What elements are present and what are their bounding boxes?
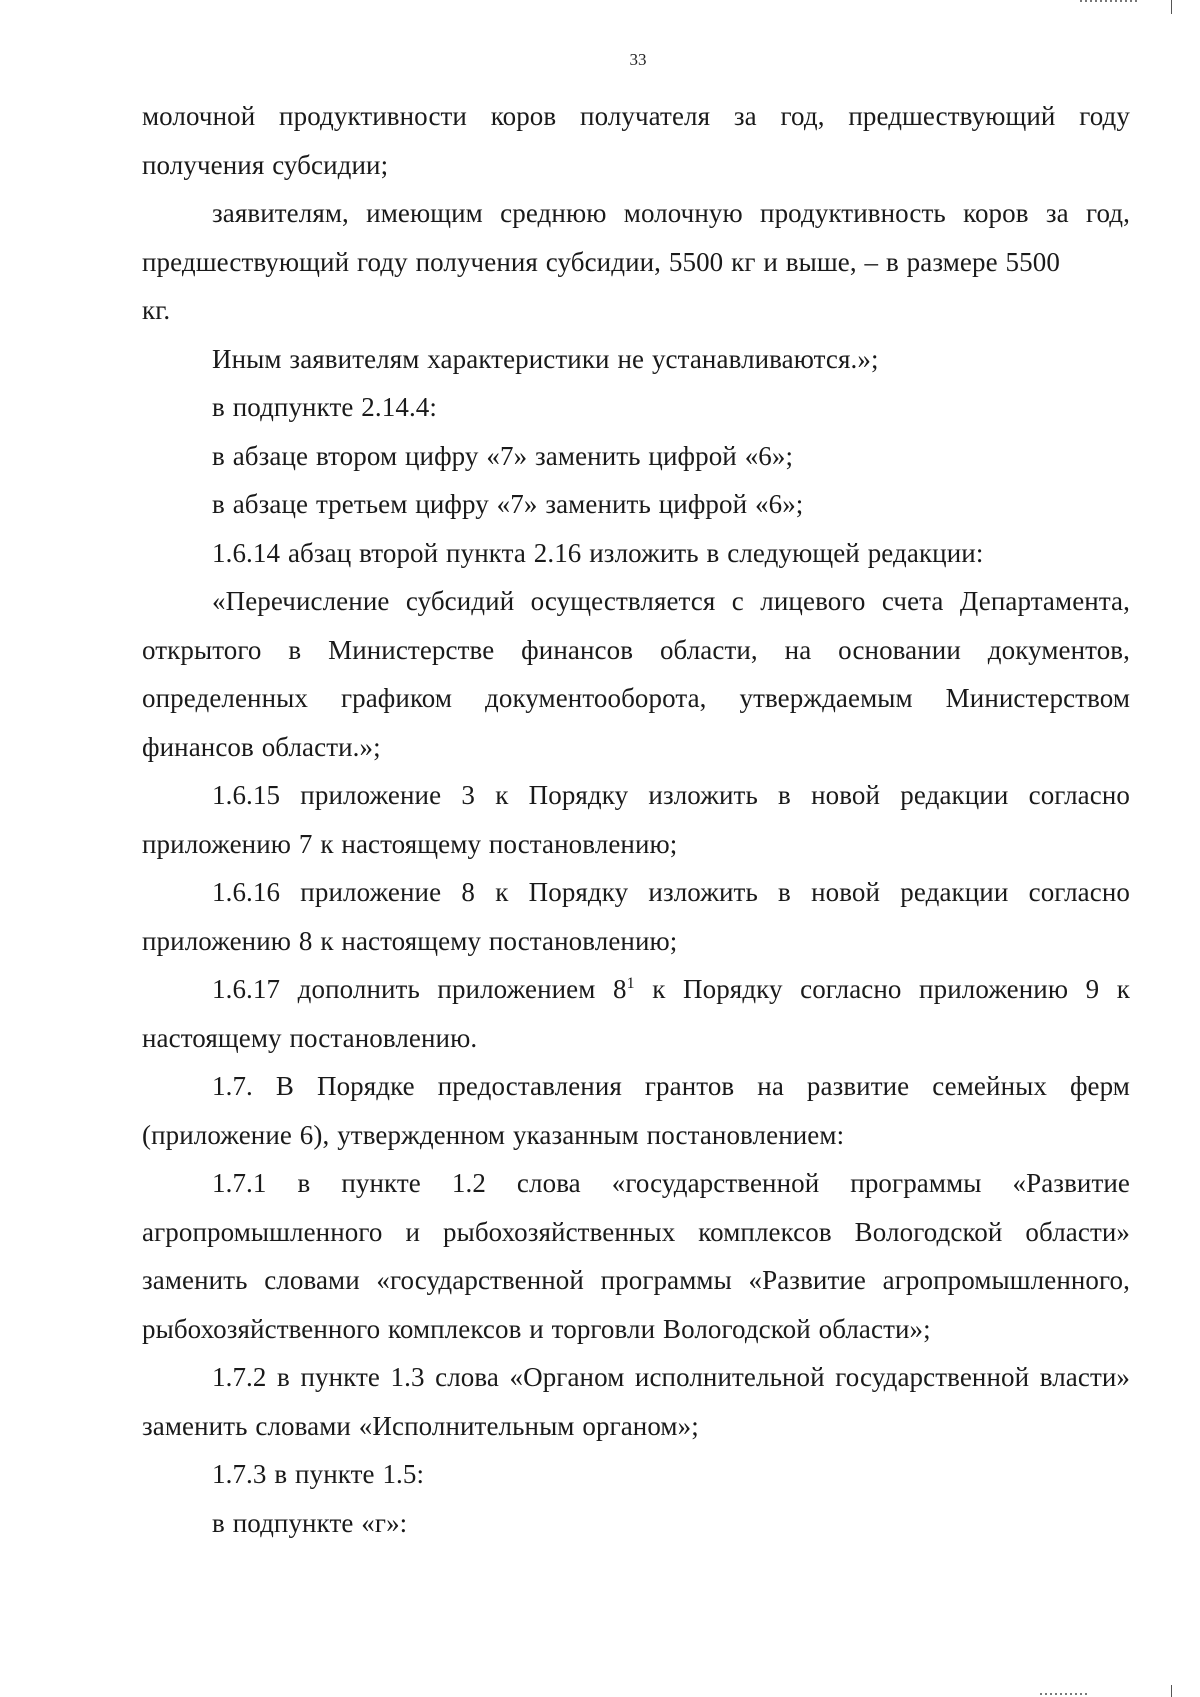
scan-artifact-top: [1080, 0, 1140, 2]
paragraph: 1.6.15 приложение 3 к Порядку изложить в новой редакции согласно приложению 7 к настоящему постановлению;: [142, 780, 1130, 859]
paragraph-text: 1.6.17 дополнить приложением 8: [212, 974, 627, 1004]
paragraph: [142, 965, 1130, 1062]
document-body: [142, 92, 1130, 1547]
scan-artifact-bottom: [1040, 1693, 1090, 1695]
paragraph: кг.: [142, 295, 171, 325]
paragraph: 1.7.2 в пункте 1.3 слова «Органом исполнительной государственной власти» заменить словами «Исполнительным органом»;: [142, 1362, 1130, 1441]
paragraph: 1.7. В Порядке предоставления грантов на развитие семейных ферм (приложение 6), утвержденном указанным постановлением:: [142, 1071, 1130, 1150]
paragraph: в подпункте 2.14.4:: [212, 392, 438, 422]
paragraph: 1.6.14 абзац второй пункта 2.16 изложить в следующей редакции:: [212, 537, 984, 568]
paragraph: 1.7.3 в пункте 1.5:: [212, 1459, 425, 1489]
superscript: 1: [626, 975, 635, 992]
paragraph: молочной продуктивности коров получателя за год, предшествующий году получения субсидии;: [142, 101, 1130, 180]
paragraph: в абзаце втором цифру «7» заменить цифрой «6»;: [212, 440, 794, 471]
paragraph: в подпункте «г»:: [212, 1507, 408, 1538]
scan-edge-mark-bottom: [1171, 1685, 1172, 1697]
paragraph: Иным заявителям характеристики не устанавливаются.»;: [212, 343, 879, 374]
paragraph: «Перечисление субсидий осуществляется с лицевого счета Департамента, открытого в Министерстве финансов области, на основании документов, определенных графиком документооборота, утверждаемым Министерством финансов области.»;: [142, 586, 1130, 762]
paragraph: в абзаце третьем цифру «7» заменить цифрой «6»;: [212, 489, 804, 519]
scan-edge-mark-top: [1171, 0, 1172, 14]
paragraph-text: к Порядку согласно приложению 9 к настоящему постановлению.: [142, 974, 1130, 1053]
paragraph: 1.6.16 приложение 8 к Порядку изложить в новой редакции согласно приложению 8 к настоящему постановлению;: [142, 877, 1130, 956]
paragraph: 1.7.1 в пункте 1.2 слова «государственной программы «Развитие агропромышленного и рыбохозяйственных комплексов Вологодской области» заменить словами «государственной программы «Развитие агропромышленного, рыбохозяйственного комплексов и торговли Вологодской области»;: [142, 1168, 1130, 1344]
page-number: 33: [629, 50, 647, 69]
paragraph: заявителям, имеющим среднюю молочную продуктивность коров за год, предшествующий году получения субсидии, 5500 кг и выше, – в размере 5500: [142, 198, 1130, 277]
